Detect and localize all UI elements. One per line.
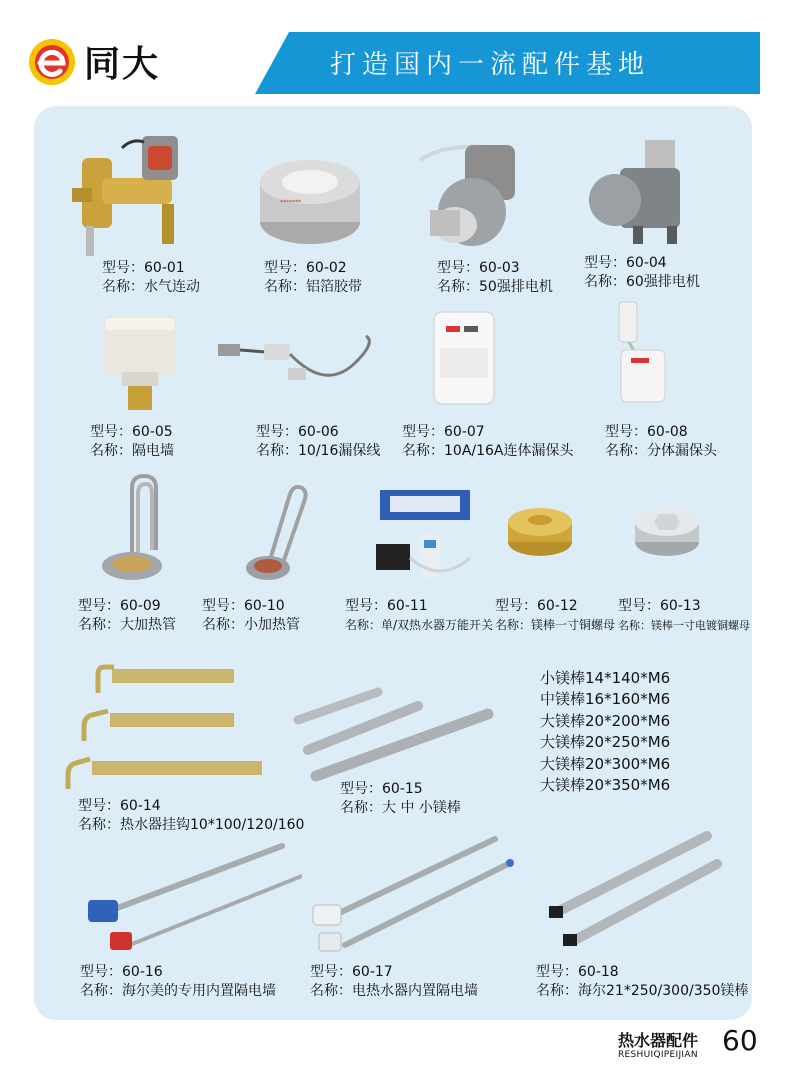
model-label: 型号：60-05: [90, 424, 173, 440]
aluminum-tape-image: [255, 152, 365, 252]
name-label: 名称：海尔美的专用内置隔电墙: [80, 983, 276, 999]
name-label: 名称：海尔21*250/300/350镁棒: [536, 983, 749, 999]
isolation-wall-image: [100, 312, 180, 412]
rod-spec-item: 大镁棒20*300*M6: [540, 754, 671, 773]
model-label: 型号：60-17: [310, 964, 393, 980]
brand-name: 同大: [84, 44, 161, 85]
product-caption-60-02: [264, 259, 362, 297]
product-caption-60-18: [536, 963, 748, 1001]
product-caption-60-13: [618, 597, 750, 635]
model-label: 型号：60-18: [536, 964, 619, 980]
product-caption-60-17: [310, 963, 478, 1001]
heater-hook-image: [62, 655, 272, 795]
footer-title: 热水器配件: [618, 1031, 699, 1050]
name-label: 名称：分体漏保头: [605, 443, 717, 459]
rod-spec-item: 大镁棒20*350*M6: [540, 776, 671, 795]
model-label: 型号：60-16: [80, 964, 163, 980]
name-label: 名称：镁棒一寸电镀铜螺母: [618, 619, 750, 632]
product-caption-60-04: [584, 254, 700, 292]
model-label: 型号：60-07: [402, 424, 485, 440]
product-caption-60-03: [437, 259, 553, 297]
magnesium-rods-image: [288, 680, 498, 790]
svg-text:*******: *******: [280, 199, 301, 206]
rod-spec-item: 小镁棒14*140*M6: [540, 669, 671, 687]
name-label: 名称：50强排电机: [437, 279, 553, 295]
name-label: 名称：小加热管: [202, 617, 300, 633]
product-caption-60-06: [256, 423, 380, 461]
model-label: 型号：60-13: [618, 598, 701, 614]
small-heating-tube-image: [240, 480, 315, 585]
product-caption-60-08: [605, 423, 717, 461]
model-label: 型号：60-10: [202, 598, 285, 614]
leakage-cable-image: [216, 332, 381, 394]
model-label: 型号：60-02: [264, 260, 347, 276]
model-label: 型号：60-08: [605, 424, 688, 440]
product-caption-60-12: [495, 597, 615, 635]
product-caption-60-05: [90, 423, 174, 461]
split-leakage-plug-image: [605, 300, 675, 405]
model-label: 型号：60-09: [78, 598, 161, 614]
product-caption-60-16: [80, 963, 276, 1001]
product-caption-60-07: [402, 423, 574, 461]
large-heating-tube-image: [92, 470, 172, 588]
product-caption-60-01: [102, 259, 200, 297]
rod-spec-item: 大镁棒20*250*M6: [540, 733, 671, 752]
name-label: 名称：大加热管: [78, 617, 176, 633]
product-caption-60-09: [78, 597, 176, 635]
rod-spec-item: 中镁棒16*160*M6: [540, 690, 671, 709]
name-label: 名称：镁棒一寸铜螺母: [495, 618, 616, 632]
rod-spec-item: 大镁棒20*200*M6: [540, 711, 671, 730]
product-caption-60-11: [345, 597, 493, 635]
copper-nut-image: [505, 500, 575, 560]
name-label: 名称：10A/16A连体漏保头: [402, 443, 574, 459]
product-caption-60-15: [340, 780, 461, 818]
plated-nut-image: [632, 500, 702, 560]
model-label: 型号：60-12: [495, 598, 578, 614]
name-label: 名称：10/16漏保线: [256, 443, 381, 459]
slogan-text: 打造国内一流配件基地: [330, 50, 651, 80]
gas-water-valve-image: [62, 128, 202, 258]
name-label: 名称：隔电墙: [90, 443, 174, 459]
page-header: [0, 0, 800, 96]
haier-midea-isolation-image: [82, 840, 302, 955]
rod-spec-list: [540, 668, 670, 796]
model-label: 型号：60-11: [345, 598, 428, 614]
universal-switch-image: [370, 488, 480, 588]
motor-60-image: [575, 138, 690, 248]
footer-pinyin: RESHUIQIPEIJIAN: [618, 1050, 698, 1060]
brand-logo-icon: [28, 38, 76, 86]
name-label: 名称：大 中 小镁棒: [340, 800, 461, 816]
model-label: 型号：60-15: [340, 781, 423, 797]
name-label: 名称：电热水器内置隔电墙: [310, 983, 478, 999]
product-caption-60-14: [78, 797, 304, 835]
model-label: 型号：60-06: [256, 424, 339, 440]
model-label: 型号：60-01: [102, 260, 185, 276]
model-label: 型号：60-04: [584, 255, 667, 271]
haier-magnesium-rod-image: [545, 830, 725, 955]
name-label: 名称：单/双热水器万能开关: [345, 618, 494, 632]
product-caption-60-10: [202, 597, 300, 635]
model-label: 型号：60-03: [437, 260, 520, 276]
leakage-protector-image: [430, 308, 498, 408]
model-label: 型号：60-14: [78, 798, 161, 814]
internal-isolation-image: [305, 835, 520, 955]
name-label: 名称：铝箔胶带: [264, 279, 362, 295]
motor-50-image: [410, 130, 530, 250]
name-label: 名称：60强排电机: [584, 274, 700, 290]
name-label: 名称：水气连动: [102, 279, 200, 295]
page-number: 60: [722, 1024, 758, 1057]
name-label: 名称：热水器挂钩10*100/120/160: [78, 817, 305, 833]
